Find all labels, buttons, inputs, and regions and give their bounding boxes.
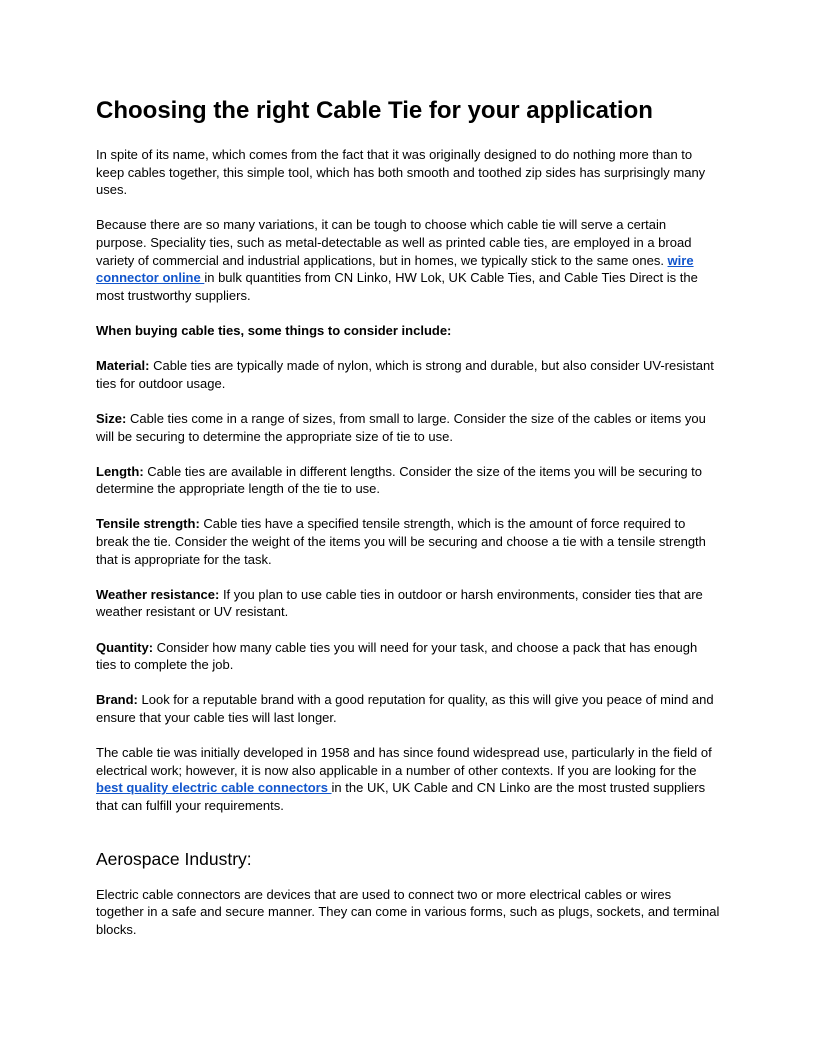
item-text: Consider how many cable ties you will need for your task, and choose a pack that has enough ties to complete the job. (96, 639, 698, 673)
item-label: Length: (96, 463, 144, 479)
document-body (96, 146, 720, 956)
wire-connector-link[interactable]: wire connector online (96, 252, 694, 286)
item-label: Tensile strength: (96, 516, 200, 532)
item-weather-resistance (96, 586, 720, 621)
variations-paragraph (96, 216, 720, 304)
aerospace-paragraph: Electric cable connectors are devices that are used to connect two or more electrical cables or wires together in a safe and secure manner. They can come in various forms, such as plugs, sockets, and terminal blocks. (96, 886, 720, 937)
cable-connectors-link[interactable]: best quality electric cable connectors (96, 780, 332, 796)
item-text: Cable ties have a specified tensile strength, which is the amount of force required to break the tie. Consider the weight of the items you will be securing and choose a tie with a tensile strength that is appropriate for the task. (96, 516, 706, 567)
history-paragraph (96, 744, 720, 814)
history-text-after: in the UK, UK Cable and CN Linko are the most trusted suppliers that can fulfill your requirements. (96, 780, 706, 813)
page-title: Choosing the right Cable Tie for your application (96, 97, 653, 124)
item-material (96, 357, 720, 392)
item-text: Cable ties come in a range of sizes, from small to large. Consider the size of the cables or items you will be securing to determine the appropriate size of tie to use. (96, 410, 706, 444)
consider-heading-text: When buying cable ties, some things to consider include: (96, 322, 452, 338)
aerospace-heading: Aerospace Industry: (96, 848, 252, 869)
item-text: Cable ties are available in different lengths. Consider the size of the items you will be securing to determine the appropriate length of the tie to use. (96, 463, 702, 497)
item-size (96, 410, 720, 445)
item-quantity (96, 639, 720, 674)
item-text: Cable ties are typically made of nylon, which is strong and durable, but also consider UV-resistant ties for outdoor usage. (96, 358, 714, 391)
item-label: Brand: (96, 692, 138, 708)
history-text-before: The cable tie was initially developed in 1958 and has since found widespread use, particularly in the field of electrical work; however, it is now also applicable in a number of other contexts. If you are looking for the (96, 745, 712, 778)
item-text: Look for a reputable brand with a good reputation for quality, as this will give you peace of mind and ensure that your cable ties will last longer. (96, 692, 714, 725)
consider-heading (96, 322, 720, 340)
intro-paragraph: In spite of its name, which comes from the fact that it was originally designed to do nothing more than to keep cables together, this simple tool, which has both smooth and toothed zip sides has surprisingly many uses. (96, 147, 706, 198)
item-text: If you plan to use cable ties in outdoor or harsh environments, consider ties that are weather resistant or UV resistant. (96, 586, 703, 620)
item-label: Quantity: (96, 639, 154, 655)
item-label: Weather resistance: (96, 586, 220, 602)
item-tensile-strength (96, 515, 720, 568)
variations-text-before: Because there are so many variations, it can be tough to choose which cable tie will serve a certain purpose. Speciality ties, such as metal-detectable as well as printed cable ties, are employed in a broad variety of commercial and industrial applications, but in homes, we typically stick to the same ones. (96, 217, 692, 268)
item-brand (96, 691, 720, 726)
variations-text-after: in bulk quantities from CN Linko, HW Lok, UK Cable Ties, and Cable Ties Direct is the most trustworthy suppliers. (96, 270, 698, 303)
item-label: Size: (96, 410, 127, 426)
item-label: Material: (96, 358, 150, 374)
item-length (96, 463, 720, 498)
